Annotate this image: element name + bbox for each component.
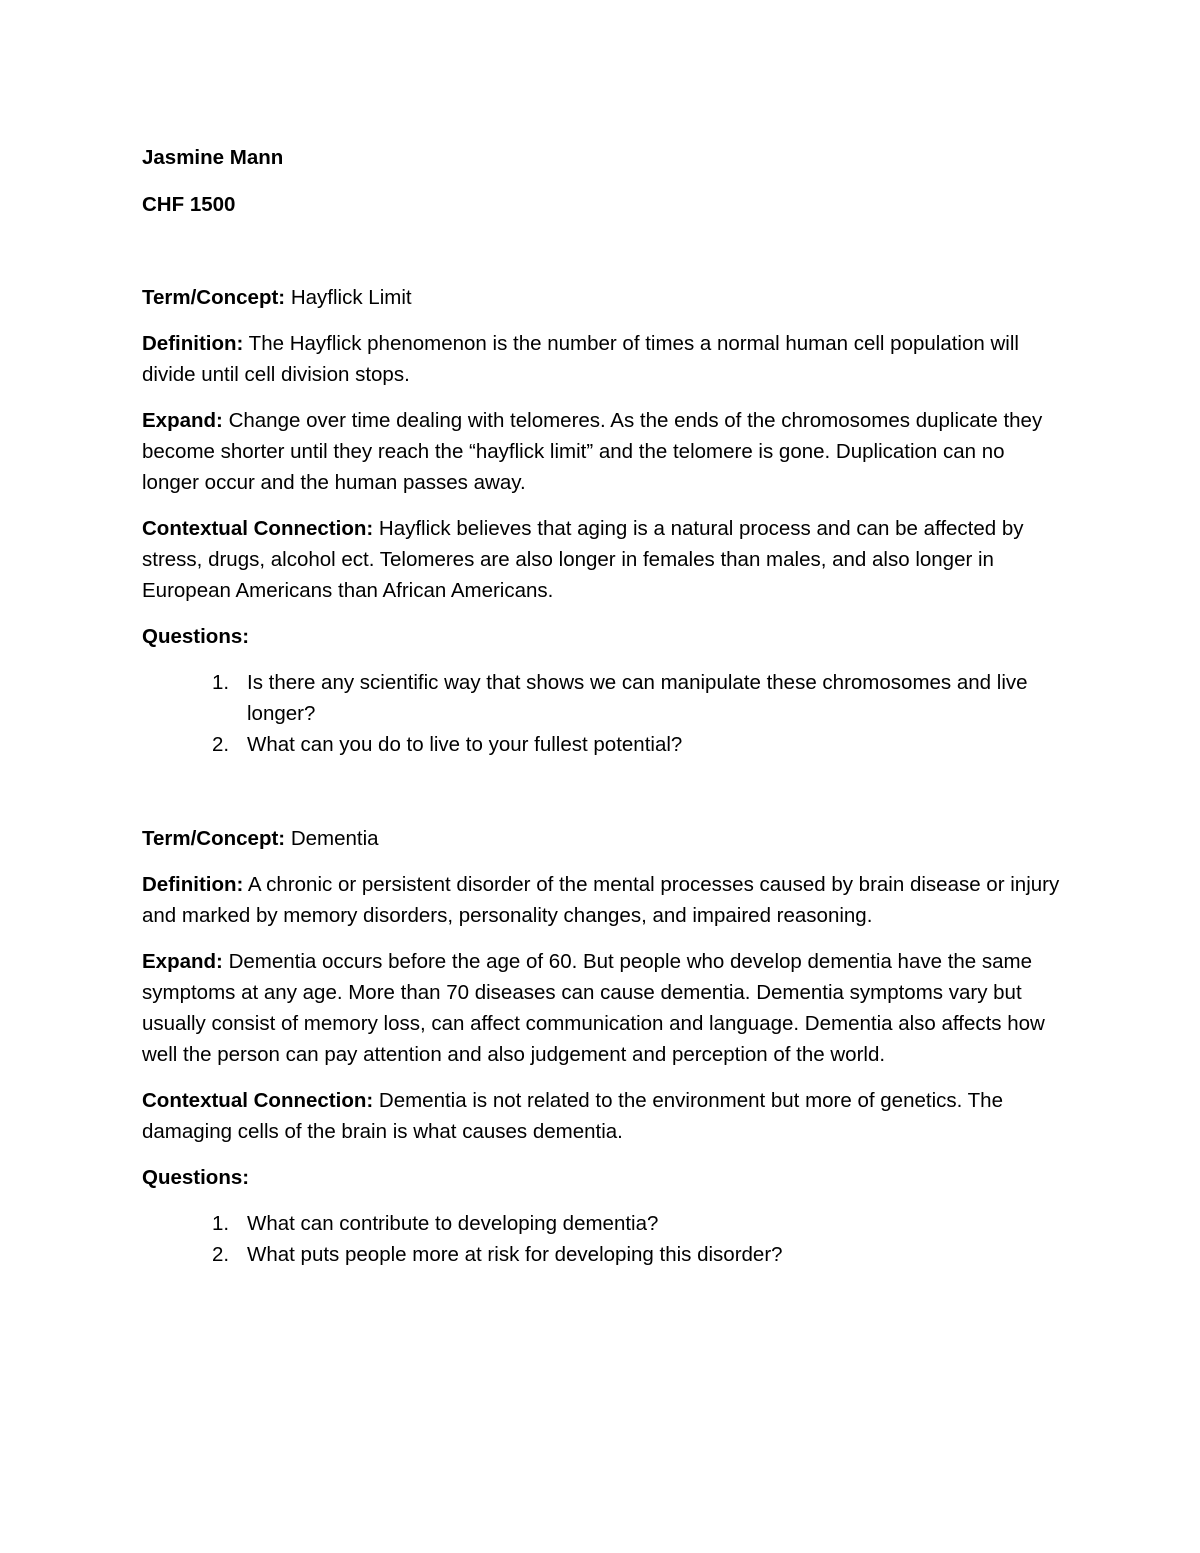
- list-item: [142, 1239, 1060, 1270]
- question-text: Is there any scientific way that shows we can manipulate these chromosomes and live longer?: [247, 671, 1028, 725]
- questions-list: [142, 667, 1060, 760]
- contextual-line: [142, 1085, 1060, 1147]
- contextual-label: Contextual Connection:: [142, 1089, 374, 1112]
- question-text: What can you do to live to your fullest potential?: [247, 733, 683, 756]
- question-text: What can contribute to developing dementia?: [247, 1212, 659, 1235]
- question-number: 2.: [212, 1243, 230, 1266]
- expand-line: [142, 405, 1060, 498]
- definition-line: [142, 328, 1060, 390]
- term-value: Hayflick Limit: [290, 286, 412, 309]
- student-name: Jasmine Mann: [142, 146, 284, 169]
- section-dementia: [142, 823, 1060, 1270]
- definition-label: Definition:: [142, 873, 244, 896]
- document-page: [142, 142, 1060, 1270]
- definition-text: The Hayflick phenomenon is the number of times a normal human cell population will divide until cell division stops.: [142, 332, 1019, 386]
- expand-text: Dementia occurs before the age of 60. But people who develop dementia have the same symptoms at any age. More than 70 diseases can cause dementia. Dementia symptoms vary but usually consist of memory loss, can affect communication and language. Dementia also affects how well the person can pay attention and also judgement and perception of the world.: [142, 950, 1045, 1066]
- questions-list: [142, 1208, 1060, 1270]
- question-number: 1.: [212, 671, 230, 694]
- contextual-text: Hayflick believes that aging is a natural process and can be affected by stress, drugs, alcohol ect. Telomeres are also longer in females than males, and also longer in European Americans than African Americans.: [142, 517, 1024, 602]
- question-number: 2.: [212, 733, 230, 756]
- expand-label: Expand:: [142, 950, 223, 973]
- list-item: [142, 729, 1060, 760]
- definition-label: Definition:: [142, 332, 244, 355]
- expand-text: Change over time dealing with telomeres. As the ends of the chromosomes duplicate they become shorter until they reach the “hayflick limit” and the telomere is gone. Duplication can no longer occur and the human passes away.: [142, 409, 1043, 494]
- questions-heading: Questions:: [142, 625, 250, 648]
- questions-heading: Questions:: [142, 1166, 250, 1189]
- term-label: Term/Concept:: [142, 286, 286, 309]
- question-text: What puts people more at risk for developing this disorder?: [247, 1243, 783, 1266]
- section-hayflick: [142, 282, 1060, 760]
- contextual-text: Dementia is not related to the environment but more of genetics. The damaging cells of the brain is what causes dementia.: [142, 1089, 1003, 1143]
- question-number: 1.: [212, 1212, 230, 1235]
- list-item: [142, 667, 1060, 729]
- contextual-label: Contextual Connection:: [142, 517, 374, 540]
- list-item: [142, 1208, 1060, 1239]
- expand-label: Expand:: [142, 409, 223, 432]
- definition-text: A chronic or persistent disorder of the mental processes caused by brain disease or injury and marked by memory disorders, personality changes, and impaired reasoning.: [142, 873, 1060, 927]
- term-line: [142, 823, 1060, 854]
- expand-line: [142, 946, 1060, 1070]
- term-label: Term/Concept:: [142, 827, 286, 850]
- definition-line: [142, 869, 1060, 931]
- term-line: [142, 282, 1060, 313]
- contextual-line: [142, 513, 1060, 606]
- course-code: CHF 1500: [142, 193, 236, 216]
- term-value: Dementia: [290, 827, 379, 850]
